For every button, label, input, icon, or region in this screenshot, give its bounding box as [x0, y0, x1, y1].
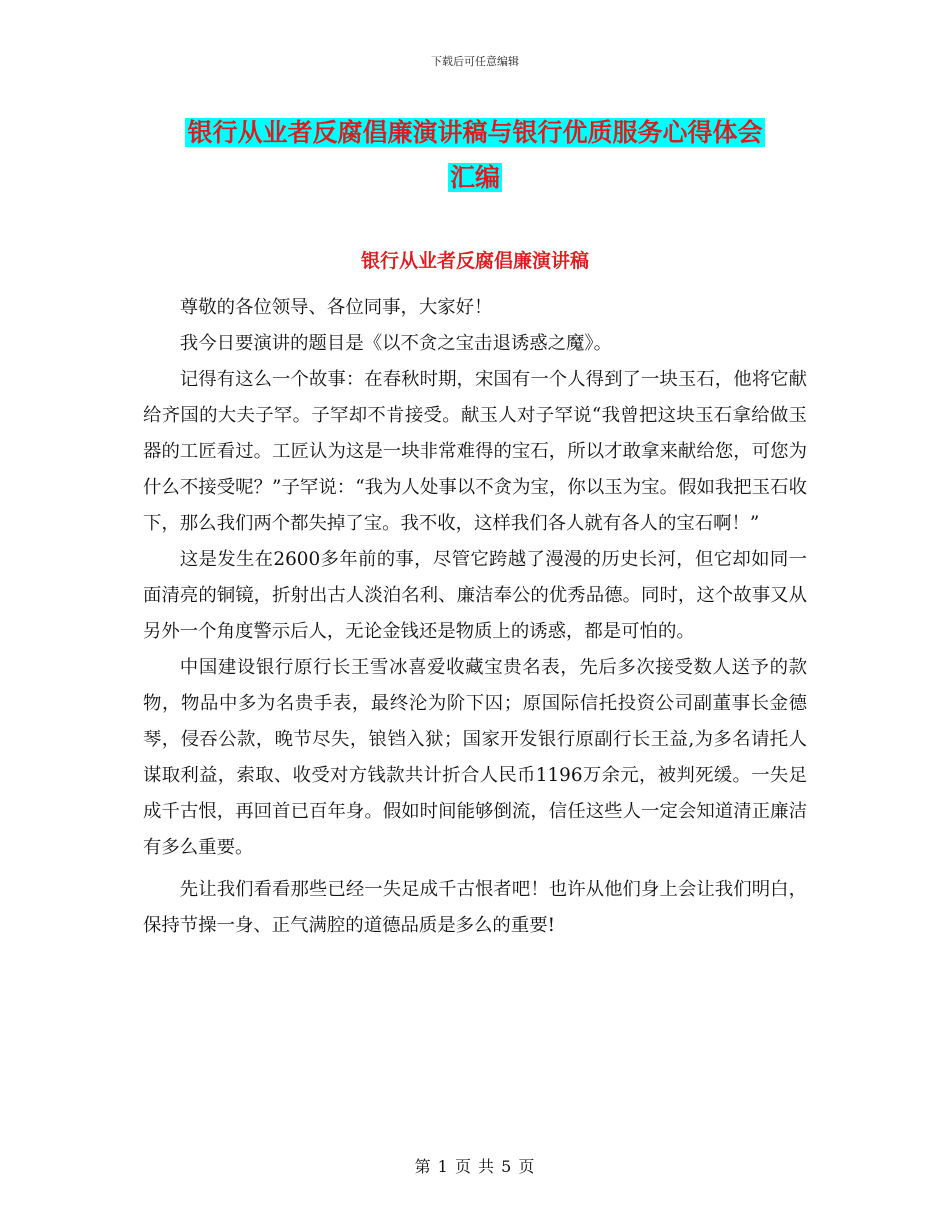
title-line-2: 汇编 [449, 163, 500, 192]
document-title [140, 110, 810, 200]
paragraph: 先让我们看看那些已经一失足成千古恨者吧！也许从他们身上会让我们明白，保持节操一身、正气满腔的道德品质是多么的重要! [143, 879, 807, 936]
header-note: 下载后可任意编辑 [431, 55, 519, 68]
page-footer: 第 1 页 共 5 页 [414, 1157, 536, 1176]
section-title: 银行从业者反腐倡廉演讲稿 [360, 250, 589, 272]
paragraph: 这是发生在2600多年前的事，尽管它跨越了漫漫的历史长河，但它却如同一面清亮的铜镜，折射出古人淡泊名利、廉洁奉公的优秀品德。同时，这个故事又从另外一个角度警示后人，无论金钱还是物质上的诱惑，都是可怕的。 [143, 549, 807, 642]
body-text [143, 290, 807, 944]
paragraph: 尊敬的各位领导、各位同事，大家好！ [179, 297, 493, 318]
title-line-1: 银行从业者反腐倡廉演讲稿与银行优质服务心得体会 [187, 118, 763, 147]
paragraph: 我今日要演讲的题目是《以不贪之宝击退诱惑之魔》。 [179, 333, 612, 354]
paragraph: 中国建设银行原行长王雪冰喜爱收藏宝贵名表，先后多次接受数人送予的款物，物品中多为名贵手表，最终沦为阶下囚；原国际信托投资公司副董事长金德琴，侵吞公款，晚节尽失，锒铛入狱；国家开发银行原副行长王益,为多名请托人谋取利益，索取、收受对方钱款共计折合人民币1196万余元，被判死缓。一失足成千古恨，再回首已百年身。假如时间能够倒流，信任这些人一定会知道清正廉洁有多么重要。 [143, 657, 807, 858]
paragraph: 记得有这么一个故事：在春秋时期，宋国有一个人得到了一块玉石，他将它献给齐国的大夫子罕。子罕却不肯接受。献玉人对子罕说“我曾把这块玉石拿给做玉器的工匠看过。工匠认为这是一块非常难得的宝石，所以才敢拿来献给您，可您为什么不接受呢？”子罕说：“我为人处事以不贪为宝，你以玉为宝。假如我把玉石收下，那么我们两个都失掉了宝。我不收，这样我们各人就有各人的宝石啊！” [143, 369, 807, 534]
